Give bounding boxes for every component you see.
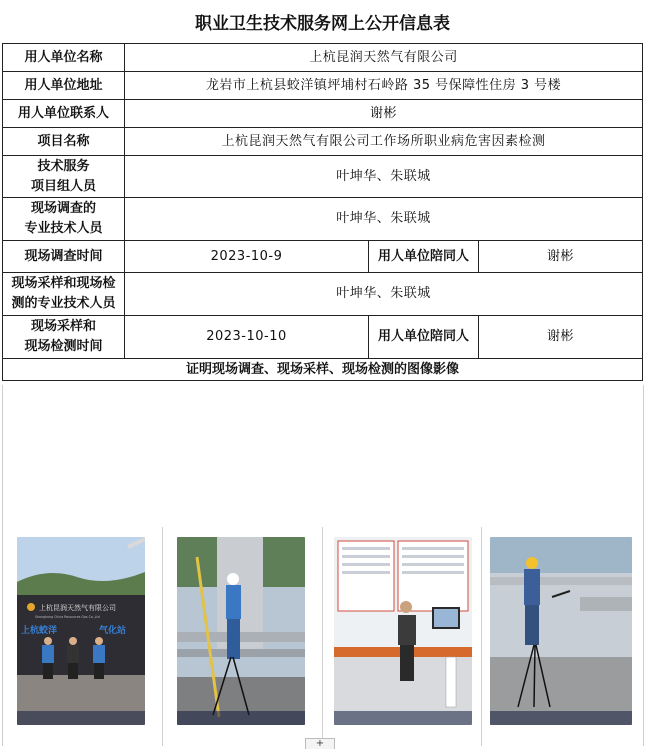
photo-caption bbox=[334, 711, 472, 725]
row-unit-address bbox=[3, 72, 643, 100]
team-label-line2: 项目组人员 bbox=[30, 178, 96, 194]
unit-address-value: 龙岩市上杭县蛟洋镇坪埔村石岭路 35 号保障性住房 3 号楼 bbox=[125, 72, 643, 100]
row-sampling-time bbox=[3, 316, 643, 359]
survey-staff-value: 叶坤华、朱联城 bbox=[125, 198, 643, 241]
survey-companion-label: 用人单位陪同人 bbox=[369, 241, 479, 273]
sign-english-text: Shanghang China Resources Gas Co.,Ltd bbox=[35, 615, 100, 619]
row-project-name bbox=[3, 128, 643, 156]
project-name-value: 上杭昆润天然气有限公司工作场所职业病危害因素检测 bbox=[125, 128, 643, 156]
photo-site-survey bbox=[17, 537, 145, 725]
row-team bbox=[3, 156, 643, 198]
unit-contact-value: 谢彬 bbox=[125, 100, 643, 128]
add-sheet-tab[interactable]: + bbox=[305, 738, 335, 749]
unit-address-label: 用人单位地址 bbox=[3, 72, 125, 100]
sign-station-text: 上杭蛟洋 bbox=[21, 626, 58, 636]
unit-contact-label: 用人单位联系人 bbox=[3, 100, 125, 128]
photo-divider bbox=[481, 527, 482, 746]
row-images-heading bbox=[3, 359, 643, 381]
row-unit-contact bbox=[3, 100, 643, 128]
unit-name-label: 用人单位名称 bbox=[3, 44, 125, 72]
sampling-staff-value: 叶坤华、朱联城 bbox=[125, 273, 643, 316]
survey-companion-value: 谢彬 bbox=[479, 241, 643, 273]
photo-sampling bbox=[177, 537, 305, 725]
info-table bbox=[2, 43, 643, 381]
photo-divider bbox=[322, 527, 323, 746]
sampling-time-label-line2: 现场检测时间 bbox=[24, 339, 103, 354]
sampling-staff-label-line1: 现场采样和现场检 bbox=[11, 276, 116, 291]
photo-office-image bbox=[334, 537, 472, 725]
sign-station-text-2: 气化站 bbox=[99, 626, 127, 636]
survey-staff-label bbox=[3, 198, 125, 241]
sampling-staff-label-line2: 测的专业技术人员 bbox=[11, 296, 116, 311]
row-sampling-staff bbox=[3, 273, 643, 316]
photo-caption bbox=[490, 711, 632, 725]
survey-staff-label-line1: 现场调查的 bbox=[30, 201, 96, 216]
team-value: 叶坤华、朱联城 bbox=[125, 156, 643, 198]
photo-site-survey-image bbox=[17, 537, 145, 725]
photo-office-survey bbox=[334, 537, 472, 725]
survey-time-value: 2023-10-9 bbox=[125, 241, 369, 273]
survey-time-label: 现场调查时间 bbox=[3, 241, 125, 273]
sign-company-text: 上杭昆润天然气有限公司 bbox=[39, 604, 116, 612]
photo-divider bbox=[162, 527, 163, 746]
team-label bbox=[3, 156, 125, 198]
images-heading: 证明现场调查、现场采样、现场检测的图像影像 bbox=[3, 359, 643, 381]
unit-name-value: 上杭昆润天然气有限公司 bbox=[125, 44, 643, 72]
row-survey-time bbox=[3, 241, 643, 273]
survey-staff-label-line2: 专业技术人员 bbox=[24, 221, 103, 236]
photo-caption bbox=[17, 711, 145, 725]
sampling-companion-label: 用人单位陪同人 bbox=[369, 316, 479, 359]
row-unit-name bbox=[3, 44, 643, 72]
row-survey-staff bbox=[3, 198, 643, 241]
photo-caption bbox=[177, 711, 305, 725]
sampling-time-label bbox=[3, 316, 125, 359]
sampling-companion-value: 谢彬 bbox=[479, 316, 643, 359]
page-title: 职业卫生技术服务网上公开信息表 bbox=[0, 0, 645, 42]
photo-onsite-detection bbox=[490, 537, 632, 725]
photo-detection-image bbox=[490, 537, 632, 725]
sampling-staff-label bbox=[3, 273, 125, 316]
sampling-time-value: 2023-10-10 bbox=[125, 316, 369, 359]
photo-sampling-image bbox=[177, 537, 305, 725]
team-label-line1: 技术服务 bbox=[37, 158, 90, 174]
project-name-label: 项目名称 bbox=[3, 128, 125, 156]
sampling-time-label-line1: 现场采样和 bbox=[30, 319, 96, 334]
